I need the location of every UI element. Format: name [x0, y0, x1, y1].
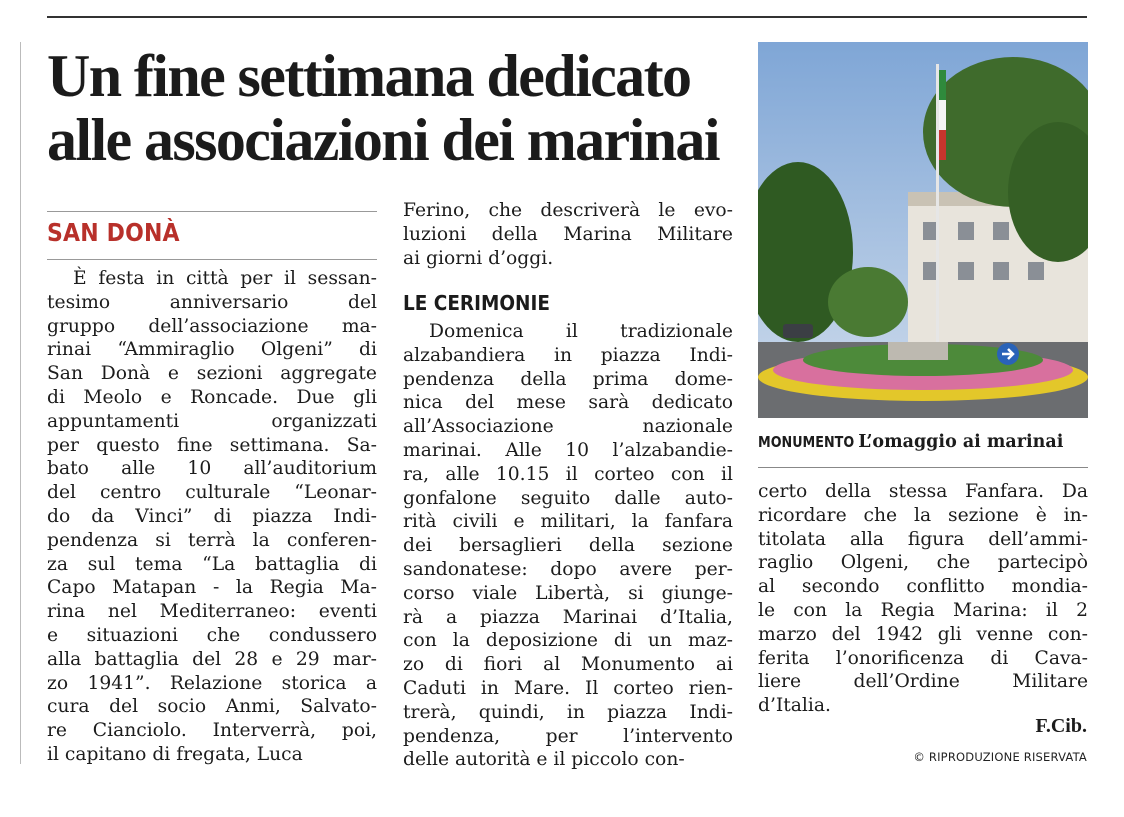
article-line: certo della stessa Fanfara. Da [758, 481, 1088, 502]
article-line: titolata alla figura dell’ammi- [758, 528, 1088, 550]
article-line: re Cianciolo. Interverrà, poi, [47, 720, 377, 742]
article-line: rina nel Mediterraneo: eventi [47, 601, 377, 623]
article-line: trerà, quindi, in piazza Indi- [403, 701, 733, 723]
article-line: luzioni della Marina Militare [403, 223, 733, 245]
article-column-1 [47, 267, 377, 767]
top-rule [47, 16, 1087, 18]
article-line: all’Associazione nazionale [403, 416, 733, 438]
article-line: ra, alle 10.15 il corteo con il [403, 463, 733, 485]
article-line: za sul tema “La battaglia di [47, 553, 377, 575]
article-line: ai giorni d’oggi. [403, 247, 554, 269]
article-line: zo di fiori al Monumento ai [403, 654, 733, 676]
article-line: il capitano di fregata, Luca [47, 743, 303, 765]
article-line: zo 1941”. Relazione storica a [47, 672, 377, 694]
article-line: sandonatese: dopo avere per- [403, 558, 733, 580]
article-line: rità civili e militari, la fanfara [403, 511, 733, 533]
article-line: alzabandiera in piazza Indi- [403, 344, 733, 366]
article-line: dei bersaglieri della sezione [403, 535, 733, 557]
article-line: e situazioni che condussero [47, 624, 377, 646]
article-line: pendenza si terrà la conferen- [47, 529, 377, 551]
article-line: tesimo anniversario del [47, 291, 377, 313]
author-signature: F.Cib. [1035, 715, 1087, 737]
left-column-rule [20, 42, 21, 764]
article-line: bato alle 10 all’auditorium [47, 458, 377, 480]
article-line: marinai. Alle 10 l’alzabandie- [403, 439, 733, 461]
article-line: pendenza, per l’intervento [403, 725, 733, 747]
article-line: È festa in città per il sessan- [73, 268, 377, 289]
article-line: alla battaglia del 28 e 29 mar- [47, 648, 377, 670]
article-line: ferita l’onorificenza di Cava- [758, 647, 1088, 669]
article-line: rà a piazza Marinai d’Italia, [403, 606, 733, 628]
article-line: gonfalone seguito dalle auto- [403, 487, 733, 509]
article-line: nica del mese sarà dedicato [403, 392, 733, 414]
article-line: Ferino, che descriverà le evo- [403, 200, 733, 221]
article-line: gruppo dell’associazione ma- [47, 315, 377, 337]
section-subhead: LE CERIMONIE [403, 291, 550, 315]
article-line: per questo fine settimana. Sa- [47, 434, 377, 456]
article-line: ricordare che la sezione è in- [758, 504, 1088, 526]
photo-caption [758, 432, 1063, 452]
article-line: Capo Matapan - la Regia Ma- [47, 577, 377, 599]
caption-text: L’omaggio ai marinai [858, 432, 1064, 452]
article-line: del centro culturale “Leonar- [47, 482, 377, 504]
kicker-rule-bottom [47, 259, 377, 260]
article-line: do da Vinci” di piazza Indi- [47, 505, 377, 527]
article-line: Domenica il tradizionale [429, 321, 733, 342]
copyright-notice: © RIPRODUZIONE RISERVATA [913, 750, 1087, 764]
kicker-rule-top [47, 211, 377, 212]
caption-label: MONUMENTO [758, 433, 855, 451]
caption-rule [758, 467, 1088, 468]
article-line: marzo del 1942 gli venne con- [758, 623, 1088, 645]
article-line: d’Italia. [758, 695, 831, 717]
headline [47, 44, 747, 172]
article-column-3 [758, 480, 1088, 718]
kicker-location: SAN DONÀ [47, 218, 180, 247]
article-column-2 [403, 320, 733, 772]
article-line: di Meolo e Roncade. Due gli [47, 386, 377, 408]
article-line: raglio Olgeni, che partecipò [758, 552, 1088, 574]
headline-line-1: Un fine settimana dedicato [47, 43, 691, 109]
article-column-2-top [403, 199, 733, 270]
article-line: corso viale Libertà, si giunge- [403, 582, 733, 604]
article-line: pendenza della prima dome- [403, 368, 733, 390]
article-line: appuntamenti organizzati [47, 410, 377, 432]
article-line: con la deposizione di un maz- [403, 630, 733, 652]
article-line: San Donà e sezioni aggregate [47, 363, 377, 385]
article-line: delle autorità e il piccolo con- [403, 749, 685, 771]
article-line: rinai “Ammiraglio Olgeni” di [47, 339, 377, 361]
headline-line-2: alle associazioni dei marinai [47, 107, 719, 173]
article-line: le con la Regia Marina: il 2 [758, 599, 1088, 621]
article-line: al secondo conflitto mondia- [758, 576, 1088, 598]
article-line: Caduti in Mare. Il corteo rien- [403, 677, 733, 699]
article-line: cura del socio Anmi, Salvato- [47, 696, 377, 718]
article-line: liere dell’Ordine Militare [758, 671, 1088, 693]
monument-photo [758, 42, 1088, 418]
